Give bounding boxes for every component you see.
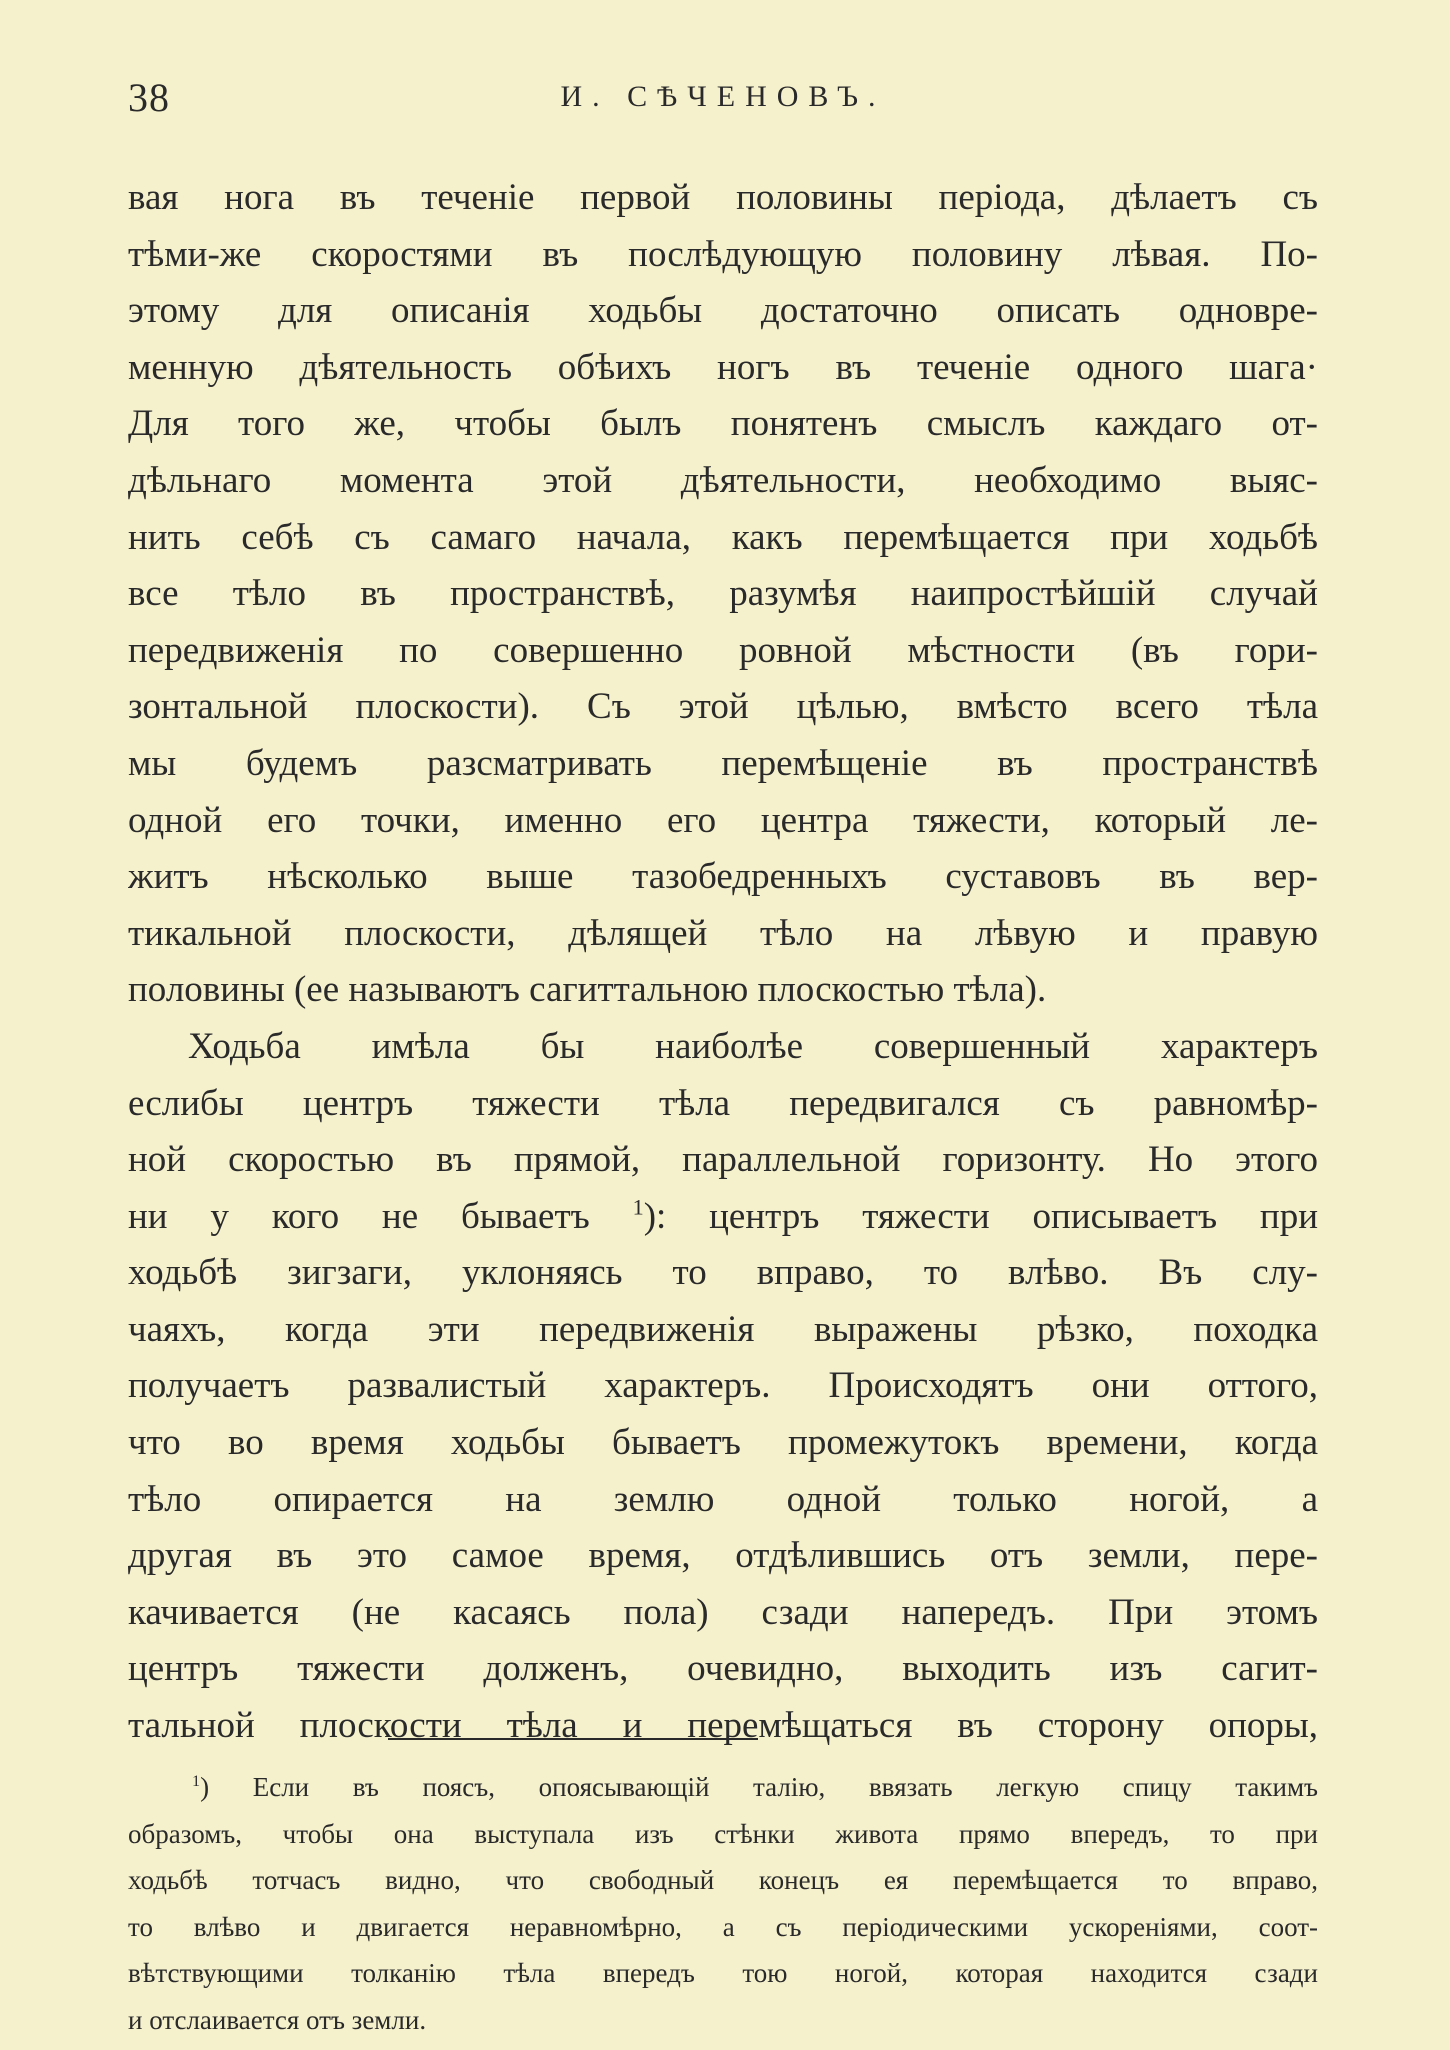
text-line: тѣло опирается на землю одной только ногой, а: [128, 1478, 1318, 1520]
text-line: другая въ это самое время, отдѣлившись отъ земли, пере-: [128, 1535, 1318, 1577]
text-line: мы будемъ разсматривать перемѣщеніе въ пространствѣ: [128, 742, 1318, 784]
text-fragment: ни у кого не бываетъ: [128, 1195, 590, 1237]
running-head: И. СѢЧЕНОВЪ.: [560, 80, 886, 113]
footnote-line: вѣтствующими толканію тѣла впередъ тою ногой, которая находится сзади: [128, 1958, 1318, 1988]
text-line: что во время ходьбы бываетъ промежутокъ времени, когда: [128, 1422, 1318, 1464]
text-line: ной скоростью въ прямой, параллельной горизонту. Но этого: [128, 1139, 1318, 1181]
text-line: чаяхъ, когда эти передвиженія выражены рѣзко, походка: [128, 1308, 1318, 1350]
text-line: нить себѣ съ самаго начала, какъ перемѣщается при ходьбѣ: [128, 516, 1318, 558]
text-line: тѣми-же скоростями въ послѣдующую половину лѣвая. По-: [128, 233, 1318, 275]
text-line: половины (ее называютъ сагиттальною плоскостью тѣла).: [128, 969, 1047, 1011]
page-header: [128, 74, 1318, 144]
footnote-line: ходьбѣ тотчасъ видно, что свободный конецъ ея перемѣщается то вправо,: [128, 1865, 1318, 1895]
text-line: центръ тяжести долженъ, очевидно, выходить изъ сагит-: [128, 1648, 1318, 1690]
text-line: дѣльнаго момента этой дѣятельности, необходимо выяс-: [128, 459, 1318, 501]
text-line: вая нога въ теченіе первой половины періода, дѣлаетъ съ: [128, 177, 1318, 218]
text-line: качивается (не касаясь пола) сзади напередъ. При этомъ: [128, 1591, 1318, 1633]
footnote-line: образомъ, чтобы она выступала изъ стѣнки живота прямо впередъ, то при: [128, 1818, 1318, 1849]
page-number: 38: [128, 75, 170, 120]
text-line: Для того же, чтобы былъ понятенъ смыслъ каждаго от-: [128, 403, 1318, 445]
text-fragment: ): центръ тяжести описываетъ при: [643, 1195, 1318, 1237]
text-line: житъ нѣсколько выше тазобедренныхъ суставовъ въ вер-: [128, 856, 1318, 898]
footnote-line: и отслаивается отъ земли.: [128, 2004, 427, 2035]
main-text: [128, 170, 1318, 1755]
text-line: одной его точки, именно его центра тяжести, который ле-: [128, 799, 1318, 841]
text-line: менную дѣятельность обѣихъ ногъ въ теченіе одного шага·: [128, 346, 1318, 388]
book-page: [128, 74, 1318, 2035]
footnote-text: ) Если въ поясъ, опоясывающій талію, ввязать легкую спицу такимъ: [200, 1772, 1318, 1802]
text-line: передвиженія по совершенно ровной мѣстности (въ гори-: [128, 629, 1318, 671]
footnote-marker: 1: [192, 1772, 201, 1790]
text-line: еслибы центръ тяжести тѣла передвигался съ равномѣр-: [128, 1082, 1318, 1124]
text-line: получаетъ развалистый характеръ. Происходятъ они оттого,: [128, 1365, 1318, 1407]
text-line: тикальной плоскости, дѣлящей тѣло на лѣвую и правую: [128, 912, 1318, 954]
text-line: этому для описанія ходьбы достаточно описать одновре-: [128, 290, 1318, 332]
text-line: Ходьба имѣла бы наиболѣе совершенный характеръ: [188, 1025, 1318, 1067]
footnote-divider: [388, 1738, 758, 1740]
footnote-line: [128, 1764, 1318, 1811]
footnote-reference: 1: [632, 1194, 644, 1220]
text-line: ходьбѣ зигзаги, уклоняясь то вправо, то влѣво. Въ слу-: [128, 1252, 1318, 1294]
footnote: [128, 1764, 1318, 2043]
text-line-with-footnote-ref: [128, 1189, 1318, 1246]
footnote-line: то влѣво и двигается неравномѣрно, а съ періодическими ускореніями, соот-: [128, 1911, 1318, 1942]
text-line: все тѣло въ пространствѣ, разумѣя наипростѣйшій случай: [128, 573, 1318, 615]
text-line: зонтальной плоскости). Съ этой цѣлью, вмѣсто всего тѣла: [128, 686, 1318, 728]
text-line: тальной плоскости тѣла и перемѣщаться въ сторону опоры,: [128, 1705, 1318, 1747]
